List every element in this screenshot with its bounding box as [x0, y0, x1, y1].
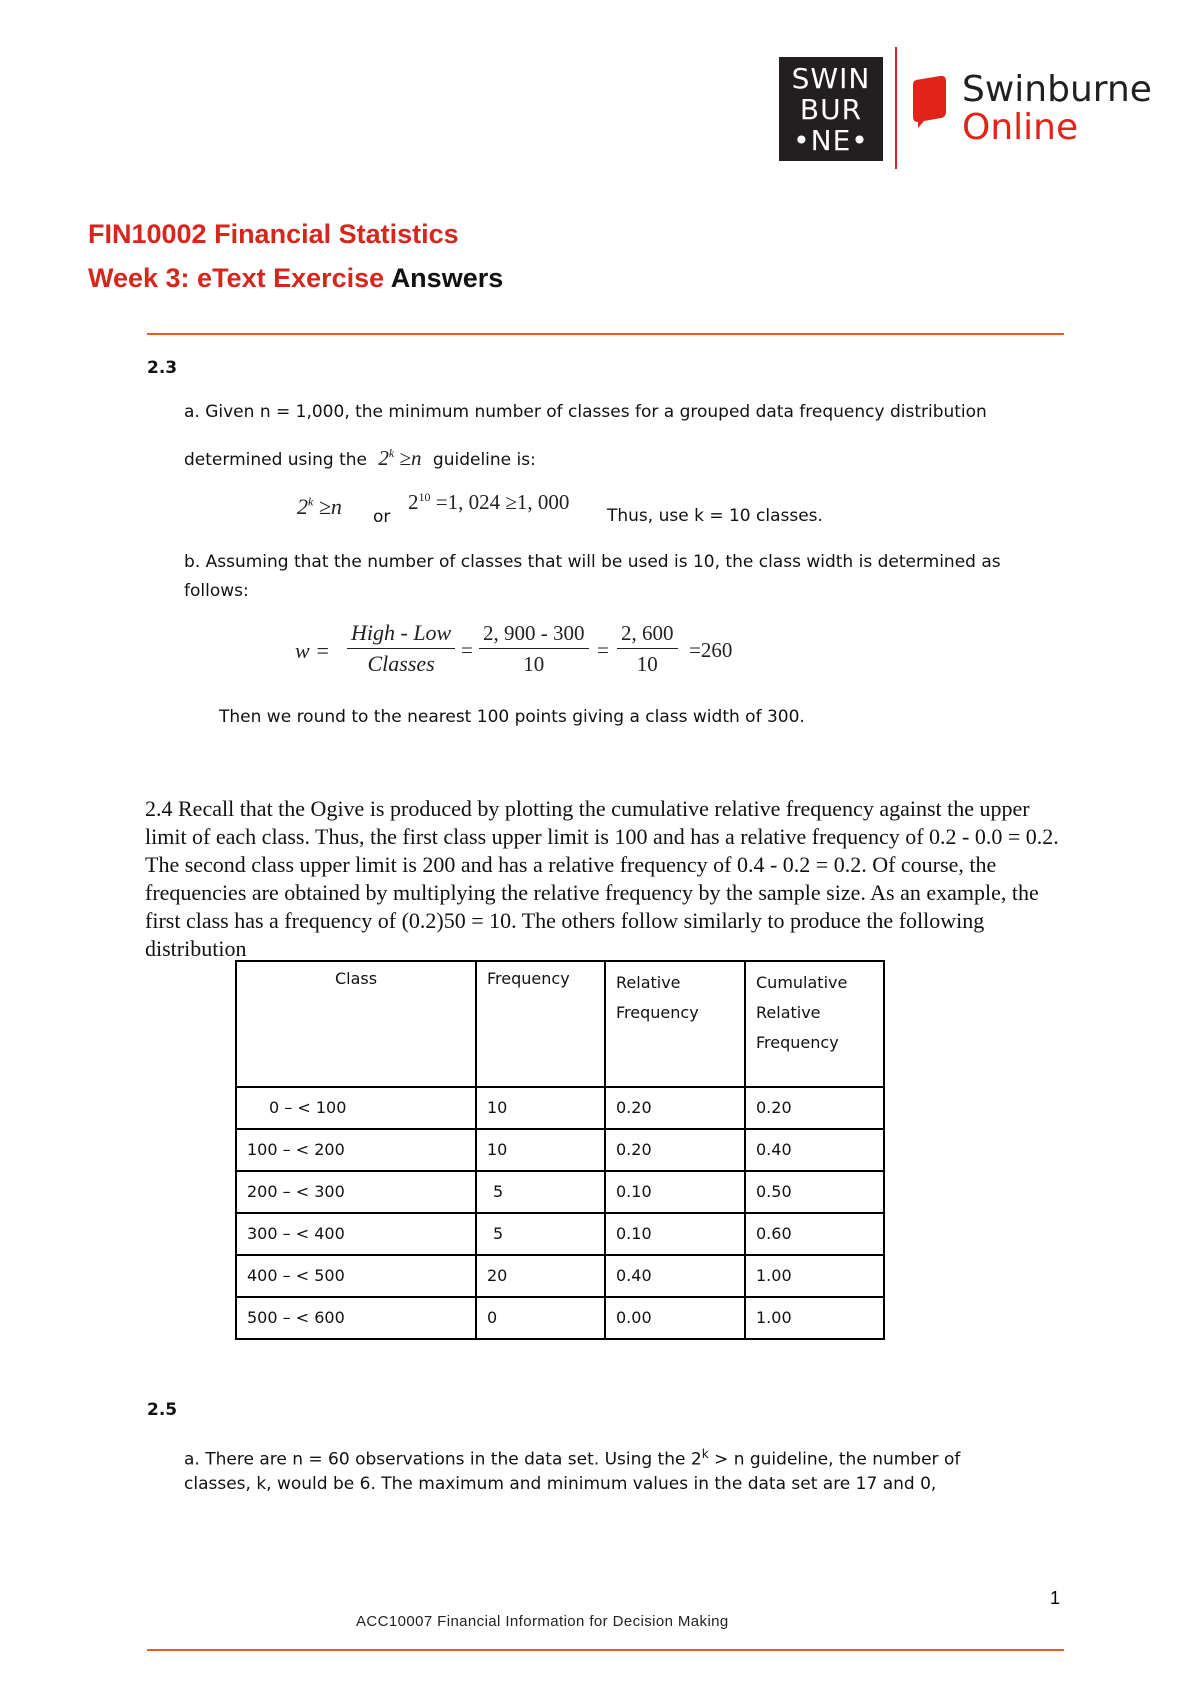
- header-frequency: Frequency: [476, 961, 605, 1087]
- table-row: [236, 1297, 884, 1339]
- cell-cumulative: 0.20: [745, 1087, 884, 1129]
- q23-a-line2-pre: determined using the: [184, 450, 367, 470]
- cell-frequency: 10: [476, 1087, 605, 1129]
- table-row: [236, 1171, 884, 1213]
- inequality-formula: $2^k \ge n$: [297, 494, 342, 519]
- class-width-formula: [295, 618, 755, 688]
- q25-a-line1-pre: a. There are n = 60 observations in the data set. Using the 2: [184, 1449, 702, 1470]
- fraction-3: [617, 618, 678, 679]
- seal-line-3: •NE•: [793, 124, 869, 157]
- frequency-table: [235, 960, 885, 1340]
- cell-relative: 0.20: [605, 1087, 745, 1129]
- brand-name: Swinburne: [962, 69, 1152, 110]
- power-formula-value: =1, 024 ≥1, 000: [435, 490, 570, 514]
- q23-a-line1: a. Given n = 1,000, the minimum number of classes for a grouped data frequency distribution: [184, 402, 987, 422]
- header-cumulative-relative-frequency: Cumulative Relative Frequency: [745, 961, 884, 1087]
- question-number-2-3: 2.3: [147, 358, 178, 378]
- cell-frequency: 20: [476, 1255, 605, 1297]
- cell-frequency: 5: [476, 1171, 605, 1213]
- week-title-black: Answers: [390, 263, 504, 293]
- q23-b-line2: follows:: [184, 581, 249, 601]
- power-formula: $2^{10} =1$, 024 ≥1, 000: [408, 490, 570, 514]
- cell-frequency: 5: [476, 1213, 605, 1255]
- equals-1: =: [461, 638, 473, 662]
- table-row: [236, 1213, 884, 1255]
- q25-a-line2: classes, k, would be 6. The maximum and minimum values in the data set are 17 and 0,: [184, 1474, 937, 1494]
- fraction-2-den: 10: [523, 652, 545, 676]
- logo-divider: [895, 47, 897, 169]
- cell-relative: 0.10: [605, 1171, 745, 1213]
- formula-w: w =: [295, 638, 331, 663]
- fraction-2-num: 2, 900 - 300: [479, 618, 589, 649]
- q23-a-line2-post: guideline is:: [432, 450, 536, 470]
- q24-paragraph: 2.4 Recall that the Ogive is produced by plotting the cumulative relative frequency against the upper limit of each class. Thus, the first class upper limit is 100 and has a relative frequency of 0.2 - 0.0 = 0.2. The second class upper limit is 200 and has a relative frequency of 0.4 - 0.2 = 0.2. Of course, the frequencies are obtained by multiplying the relative frequency by the sample size. As an example, the first class has a frequency of (0.2)50 = 10. The others follow similarly to produce the following distribution: [145, 796, 1059, 961]
- cell-cumulative: 0.60: [745, 1213, 884, 1255]
- week-title-red: Week 3: eText Exercise: [88, 263, 385, 293]
- cell-frequency: 0: [476, 1297, 605, 1339]
- swinburne-seal-logo: [779, 57, 883, 161]
- cell-class: 300 – < 400: [236, 1213, 476, 1255]
- seal-line-1: SWIN: [791, 62, 871, 95]
- cell-cumulative: 0.50: [745, 1171, 884, 1213]
- fraction-2: [479, 618, 589, 679]
- week-title: [88, 263, 503, 294]
- brand-sub: Online: [962, 107, 1079, 148]
- table-row: [236, 1087, 884, 1129]
- guideline-formula: $2^k \ge n$: [378, 446, 422, 470]
- fraction-3-num: 2, 600: [617, 618, 678, 649]
- fraction-1: [347, 618, 455, 679]
- fraction-1-num: High - Low: [347, 618, 455, 649]
- cell-class: 100 – < 200: [236, 1129, 476, 1171]
- cell-class: 200 – < 300: [236, 1171, 476, 1213]
- cell-cumulative: 1.00: [745, 1255, 884, 1297]
- cell-class: 400 – < 500: [236, 1255, 476, 1297]
- question-number-2-5: 2.5: [147, 1400, 178, 1420]
- course-title: FIN10002 Financial Statistics: [88, 219, 459, 249]
- cell-class: 500 – < 600: [236, 1297, 476, 1339]
- q25-a-line1-post: > n guideline, the number of: [708, 1449, 961, 1470]
- or-text: or: [373, 507, 391, 527]
- header-rule: [147, 333, 1064, 335]
- cell-class: 0 – < 100: [236, 1087, 476, 1129]
- formula-result: =260: [689, 638, 733, 662]
- round-note: Then we round to the nearest 100 points giving a class width of 300.: [219, 707, 805, 727]
- cell-relative: 0.40: [605, 1255, 745, 1297]
- fraction-3-den: 10: [636, 652, 658, 676]
- thus-text: Thus, use k = 10 classes.: [607, 506, 823, 526]
- cell-cumulative: 0.40: [745, 1129, 884, 1171]
- footer-text: ACC10007 Financial Information for Decision Making: [356, 1613, 729, 1630]
- header-class: Class: [236, 961, 476, 1087]
- q25-a-line1: a. There are n = 60 observations in the data set. Using the $2^k > n$ guideline, the number of: [184, 1447, 961, 1470]
- header-relative-frequency: Relative Frequency: [605, 961, 745, 1087]
- cell-relative: 0.20: [605, 1129, 745, 1171]
- table-header-row: [236, 961, 884, 1087]
- table-row: [236, 1255, 884, 1297]
- speech-bubble-icon: [910, 72, 950, 130]
- equals-2: =: [597, 638, 609, 662]
- footer-rule: [147, 1649, 1064, 1651]
- cell-relative: 0.10: [605, 1213, 745, 1255]
- seal-line-2: BUR: [799, 93, 863, 126]
- q23-b-line1: b. Assuming that the number of classes that will be used is 10, the class width is determined as: [184, 552, 1001, 572]
- q23-a-line2: [184, 442, 536, 471]
- table-row: [236, 1129, 884, 1171]
- cell-frequency: 10: [476, 1129, 605, 1171]
- cell-relative: 0.00: [605, 1297, 745, 1339]
- cell-cumulative: 1.00: [745, 1297, 884, 1339]
- page-number: 1: [1050, 1588, 1061, 1608]
- fraction-1-den: Classes: [367, 651, 435, 676]
